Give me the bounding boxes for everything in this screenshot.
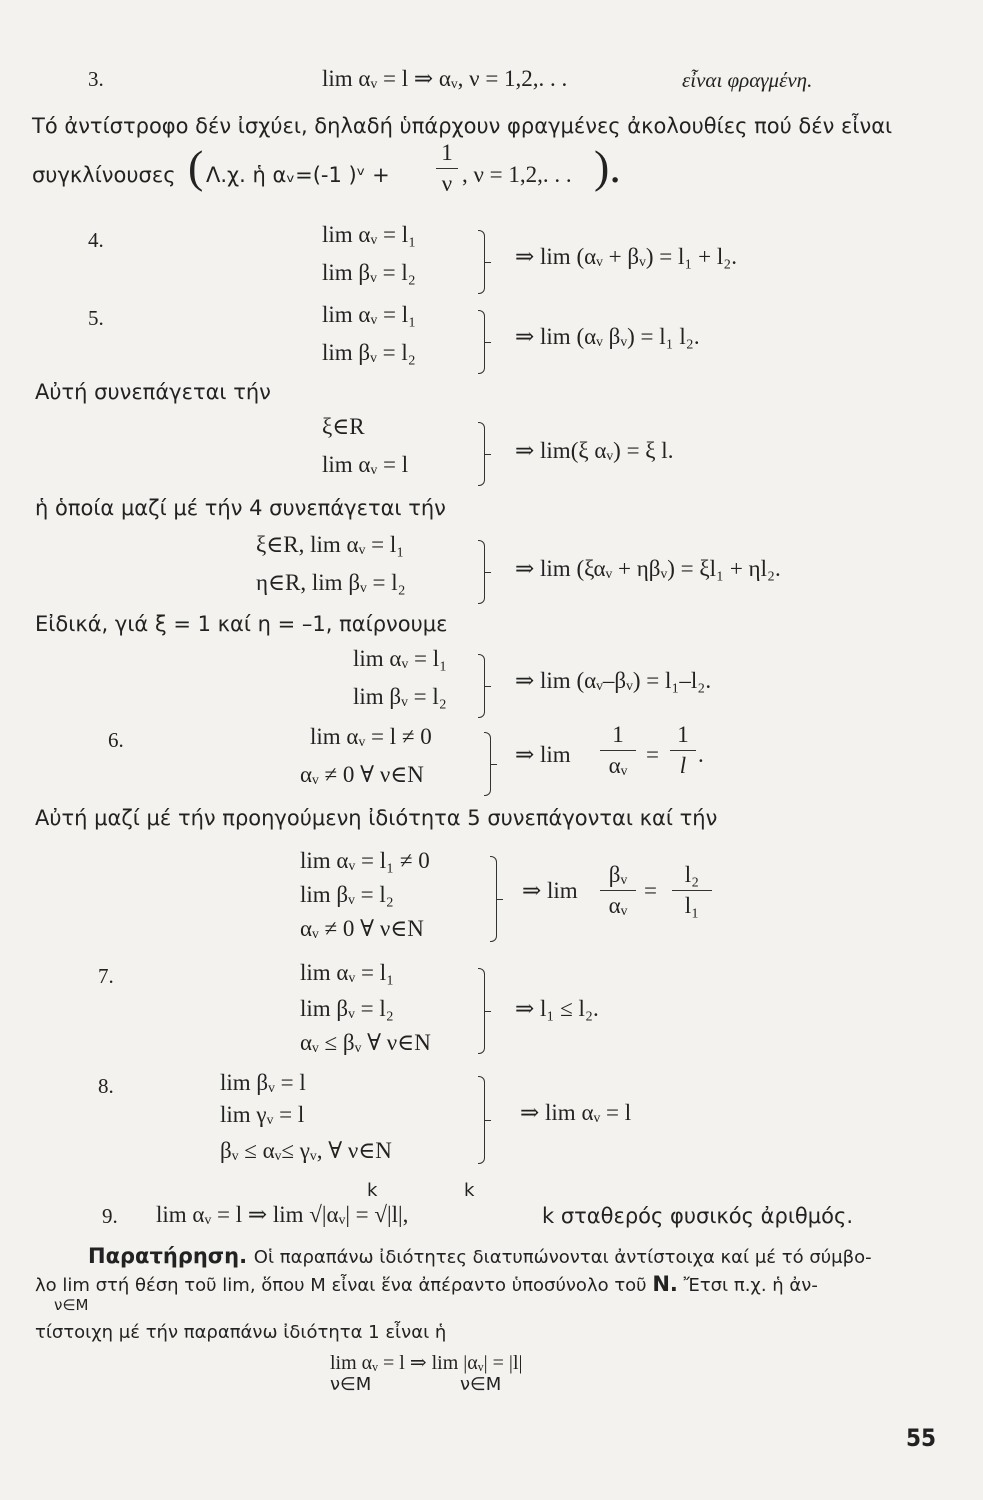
formula-7a: lim αᵥ = l₁ [300,960,395,985]
remark-text-2: λο lim στή θέση τοῦ lim, ὅπου M εἶναι ἕνα ἀπέραντο ὑποσύνολο τοῦ [35,1275,647,1296]
fraction-bar [600,750,636,751]
fraction-denominator: αᵥ [608,753,628,778]
result-5b: ⇒ lim(ξ αᵥ) = ξ l. [515,438,674,463]
formula-3: lim αᵥ = l ⇒ αᵥ, ν = 1,2,. . . [322,66,568,91]
fraction-numerator: 1 [441,140,453,165]
result-6b-lim: ⇒ lim [522,878,578,903]
remark-formula: lim αᵥ = l ⇒ lim |αᵥ| = |l| [330,1352,523,1374]
formula-9-tail: k σταθερός φυσικός ἀριθμός. [542,1204,853,1228]
implies-line-1: Αὐτή συνεπάγεται τήν [35,380,271,404]
brace-5c [478,540,485,604]
formula-8a: lim βᵥ = l [220,1070,306,1095]
right-paren: ). [594,141,621,192]
formula-5b: lim βᵥ = l₂ [322,340,416,365]
item-number-3: 3. [88,67,104,91]
page-number: 55 [906,1424,937,1452]
fraction-denominator: ν [441,171,453,196]
formula-5d-a: lim αᵥ = l₁ [353,646,448,671]
remark-subscript-1: ν∈M [54,1296,89,1314]
remark-title: Παρατήρηση. [88,1244,248,1268]
formula-4a: lim αᵥ = l₁ [322,222,417,247]
fraction-6b-right [672,862,712,919]
formula-9: lim αᵥ = l ⇒ lim √|αᵥ| = √|l|, [156,1202,409,1227]
brace-5b [478,422,485,486]
brace-6b [490,856,497,942]
formula-7b: lim βᵥ = l₂ [300,996,394,1021]
result-7: ⇒ l₁ ≤ l₂. [515,996,599,1021]
formula-5c-b: η∈R, lim βᵥ = l₂ [256,570,406,595]
fraction-6-left [600,722,636,779]
fraction-numerator: 1 [612,722,624,747]
special-case-line: Εἰδικά, γιά ξ = 1 καί η = –1, παίρνουμε [35,612,448,636]
brace-5d [478,654,485,718]
left-paren: ( [188,141,204,192]
item-number-7: 7. [98,964,114,988]
fraction-denominator: l [679,753,687,778]
formula-4b: lim βᵥ = l₂ [322,260,416,285]
fraction-denominator: l₁ [684,893,700,918]
formula-6b-b: lim βᵥ = l₂ [300,882,394,907]
result-4: ⇒ lim (αᵥ + βᵥ) = l₁ + l₂. [515,244,738,269]
item-number-8: 8. [98,1074,114,1098]
remark-subscript-2a: ν∈M [330,1374,372,1395]
remark-line-3: τίστοιχη μέ τήν παραπάνω ἰδιότητα 1 εἶναι ἡ [35,1322,447,1343]
formula-5b-b: lim αᵥ = l [322,452,409,477]
root-index-2: k [464,1180,475,1201]
converse-line-2c: , ν = 1,2,. . . [462,162,572,187]
converse-fraction [436,140,458,197]
result-5: ⇒ lim (αᵥ βᵥ) = l₁ l₂. [515,324,700,349]
item-number-9: 9. [102,1204,118,1228]
formula-5d-b: lim βᵥ = l₂ [353,684,447,709]
formula-5a: lim αᵥ = l₁ [322,302,417,327]
fraction-bar [600,890,636,891]
remark-line-2 [35,1272,818,1296]
result-6-lim: ⇒ lim [515,742,571,767]
converse-line-2a: συγκλίνουσες [32,163,176,187]
equals-6: = [646,742,659,767]
remark-text-2-tail: Ἔτσι π.χ. ἡ ἀν- [683,1275,818,1296]
result-8: ⇒ lim αᵥ = l [520,1100,632,1125]
remark-subscript-2b: ν∈M [460,1374,502,1395]
brace-5 [478,310,485,374]
formula-6b-a: lim αᵥ = l₁ ≠ 0 [300,848,430,873]
equals-6b: = [644,878,657,903]
fraction-6-right [670,722,696,779]
result-5d: ⇒ lim (αᵥ–βᵥ) = l₁–l₂. [515,668,712,693]
fraction-bar [672,890,712,891]
formula-3-tail: εἶναι φραγμένη. [682,68,813,92]
formula-5c-a: ξ∈R, lim αᵥ = l₁ [256,532,405,557]
formula-8b: lim γᵥ = l [220,1102,305,1127]
fraction-numerator: l₂ [684,862,700,887]
root-index-1: k [367,1180,378,1201]
period-6: . [698,742,704,767]
brace-6 [484,732,491,796]
implies-line-2: ἡ ὁποία μαζί μέ τήν 4 συνεπάγεται τήν [35,496,446,520]
fraction-bar [670,750,696,751]
converse-line-2b: Λ.χ. ἡ αᵥ=(-1 )ᵛ + [206,163,390,187]
fraction-bar [436,168,458,169]
fraction-numerator: 1 [677,722,689,747]
fraction-6b-left [600,862,636,919]
fraction-numerator: βᵥ [608,862,628,887]
formula-6b: αᵥ ≠ 0 ∀ ν∈N [300,762,424,787]
implies-line-3: Αὐτή μαζί μέ τήν προηγούμενη ἰδιότητα 5 συνεπάγονται καί τήν [35,806,718,830]
brace-7 [478,968,485,1054]
item-number-6: 6. [108,728,124,752]
bold-N: N. [652,1272,678,1296]
brace-4 [478,230,485,294]
formula-6b-c: αᵥ ≠ 0 ∀ ν∈N [300,916,424,941]
formula-7c: αᵥ ≤ βᵥ ∀ ν∈N [300,1030,431,1055]
formula-5b-a: ξ∈R [322,414,365,439]
converse-line-1: Τό ἀντίστροφο δέν ἰσχύει, δηλαδή ὑπάρχουν φραγμένες ἀκολουθίες πού δέν εἶναι [32,114,893,138]
formula-8c: βᵥ ≤ αᵥ≤ γᵥ, ∀ ν∈N [220,1138,392,1163]
remark-line-1 [88,1244,872,1268]
remark-text-1: Οἱ παραπάνω ἰδιότητες διατυπώνονται ἀντίστοιχα καί μέ τό σύμβο- [253,1247,872,1268]
item-number-5: 5. [88,306,104,330]
fraction-denominator: αᵥ [608,893,628,918]
item-number-4: 4. [88,228,104,252]
brace-8 [478,1076,485,1164]
formula-6a: lim αᵥ = l ≠ 0 [310,724,432,749]
result-5c: ⇒ lim (ξαᵥ + ηβᵥ) = ξl₁ + ηl₂. [515,556,781,581]
